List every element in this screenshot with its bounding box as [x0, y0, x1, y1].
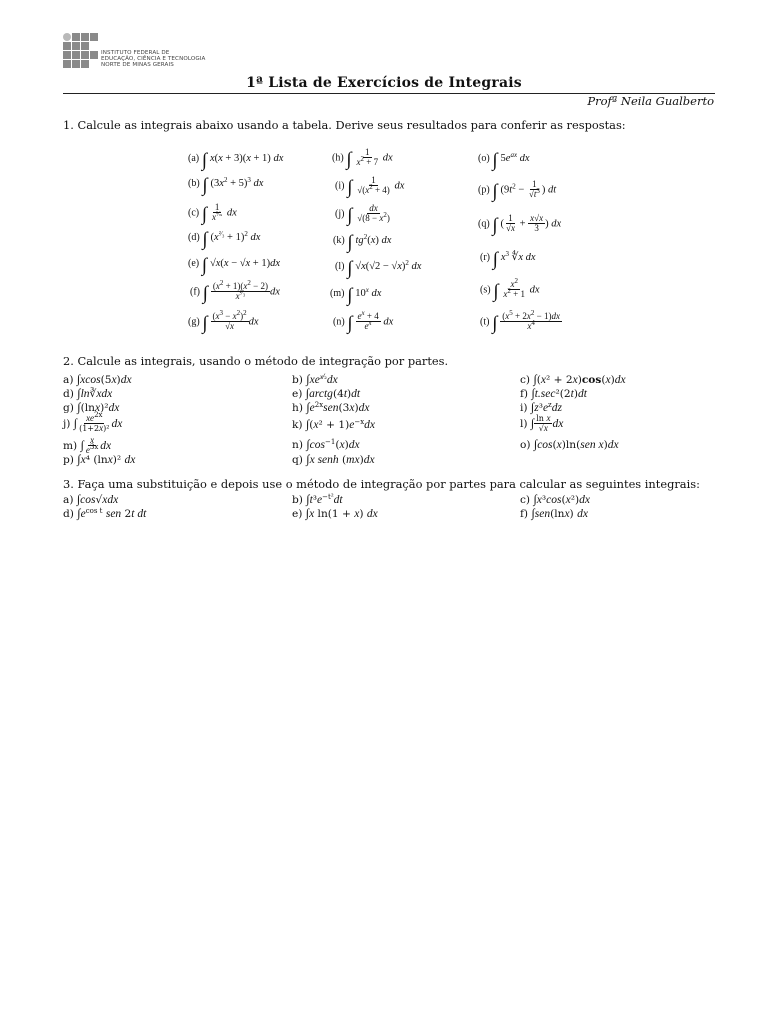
integral-g: (g) ∫ $\frac{(x^3 - x^2)^2}{√x}$ dx: [188, 309, 259, 335]
exercise-2q: q) ∫x senh (mx)dx: [292, 452, 375, 466]
institution-logo: [63, 33, 97, 69]
integral-f: (f) ∫ $\frac{(x^2 + 1)(x^2 - 2)}{x^{^2⁄_3}}$ dx: [190, 279, 280, 305]
exercise-3a: a) ∫cos√xdx: [63, 492, 119, 506]
integral-k: (k) ∫ $tg^2(x)$ dx: [333, 232, 392, 253]
integral-j: (j) ∫ $\frac{dx}{√(8 - x^2)}$: [335, 203, 390, 227]
exercise-2j: j) ∫ $\frac{xe^{2x}}{\text{(1+2x)²}}$ dx: [63, 411, 123, 434]
exercise-2o: o) ∫cos(x)ln(sen x)dx: [520, 437, 619, 451]
exercise-2n: n) $\int\cos^{-1}(x)dx$: [292, 437, 360, 451]
exercise-2i: i) $\int z^3e^zdz$: [520, 400, 562, 414]
integral-l: (l) ∫ $√x(√2 - √x)^2$ dx: [335, 258, 422, 279]
integral-s: (s) ∫ $\frac{x^2}{x^2 + 1}$ dx: [480, 277, 540, 303]
exercise-2b: b) $\int xe^{x⁄_2}dx$: [292, 372, 338, 386]
institution-name-line-1: INSTITUTO FEDERAL DE: [101, 50, 170, 56]
professor-name: Profª Neila Gualberto: [587, 94, 714, 108]
integral-i: (i) ∫ $\frac{1}{√(x^2 + 4)}$ dx: [335, 175, 405, 199]
integral-t: (t) ∫ $\frac{(x^5 + 2x^2 - 1)dx}{x^4}$: [480, 309, 560, 335]
exercise-3c: c) ∫x³cos(x²)dx: [520, 492, 590, 506]
exercise-2d: d) ∫ln∛xdx: [63, 386, 113, 400]
exercise-2a: a) ∫xcos(5x)dx: [63, 372, 132, 386]
exercise-3b: b) $\int t^3e^{-t^2}dt$: [292, 492, 343, 506]
exercise-2p: p) ∫x⁴ (lnx)² dx: [63, 452, 136, 466]
exercise-3e: e) ∫x ln(1 + x) dx: [292, 506, 378, 520]
section2-prompt: 2. Calcule as integrais, usando o método de integração por partes.: [63, 354, 449, 368]
institution-name-line-3: NORTE DE MINAS GERAIS: [101, 62, 174, 68]
integral-b: (b) ∫ $(3x^2 + 5)^3$ dx: [188, 175, 264, 196]
section1-prompt: 1. Calcule as integrais abaixo usando a tabela. Derive seus resultados para conferir as respostas:: [63, 118, 626, 132]
integral-o: (o) ∫ $5e^{ax}$ dx: [478, 150, 530, 171]
title-main: Lista de Exercícios de Integrais: [268, 75, 522, 91]
exercise-2g: g) ∫(lnx)²dx: [63, 400, 120, 414]
exercise-2h: h) $\int e^{2x}sen(3x)dx$: [292, 400, 370, 414]
exercise-2c: c) ∫(x² + 2x)cos(x)dx: [520, 372, 626, 386]
integral-q: (q) ∫ ( $\frac{1}{√x}$ + $\frac{x√x}{3}$ ) dx: [478, 213, 562, 237]
institution-name-line-2: EDUCAÇÃO, CIÊNCIA E TECNOLOGIA: [101, 56, 206, 62]
exercise-2l: l) ∫ $\frac{\text{ln x}}{√x}$ dx: [520, 413, 564, 434]
integral-p: (p) ∫ ($9t^2$ − $\frac{1}{√t^3}$ ) dt: [478, 179, 557, 203]
section3-prompt: 3. Faça uma substituição e depois use o método de integração por partes para calcular as seguintes integrais:: [63, 477, 700, 491]
integral-d: (d) ∫ $(x^{^2⁄_3} + 1)^2$ dx: [188, 229, 261, 250]
integral-m: (m) ∫ 10$^x$ dx: [330, 285, 382, 306]
title-prefix: 1ª: [246, 75, 269, 91]
integral-e: (e) ∫ √x(x − √x + 1)dx: [188, 255, 281, 276]
exercise-3d: d) $\int e^{cos t}$ sen 2t dt: [63, 506, 147, 520]
integral-a: (a) ∫ x(x + 3)(x + 1) dx: [188, 150, 284, 171]
exercise-2e: e) ∫arctg(4t)dt: [292, 386, 361, 400]
exercise-2k: k) $\int(x^2 + 1)e^{-x}dx$: [292, 417, 376, 431]
integral-r: (r) ∫ $x^3$ ∜x dx: [480, 249, 536, 270]
exercise-2f: f) ∫t.sec²(2t)dt: [520, 386, 587, 400]
page-title: [0, 75, 768, 91]
exercise-2m: m) ∫ $\frac{x}{e^{3x}}$ dx: [63, 435, 112, 456]
integral-n: (n) ∫ $\frac{e^x + 4}{e^x}$ dx: [333, 309, 394, 335]
integral-h: (h) ∫ $\frac{1}{x^2 + 7}$ dx: [332, 147, 393, 171]
exercise-3f: f) ∫sen(lnx) dx: [520, 506, 588, 520]
integral-c: (c) ∫ $\frac{1}{x^{^1⁄_n}}$ dx: [188, 202, 237, 226]
